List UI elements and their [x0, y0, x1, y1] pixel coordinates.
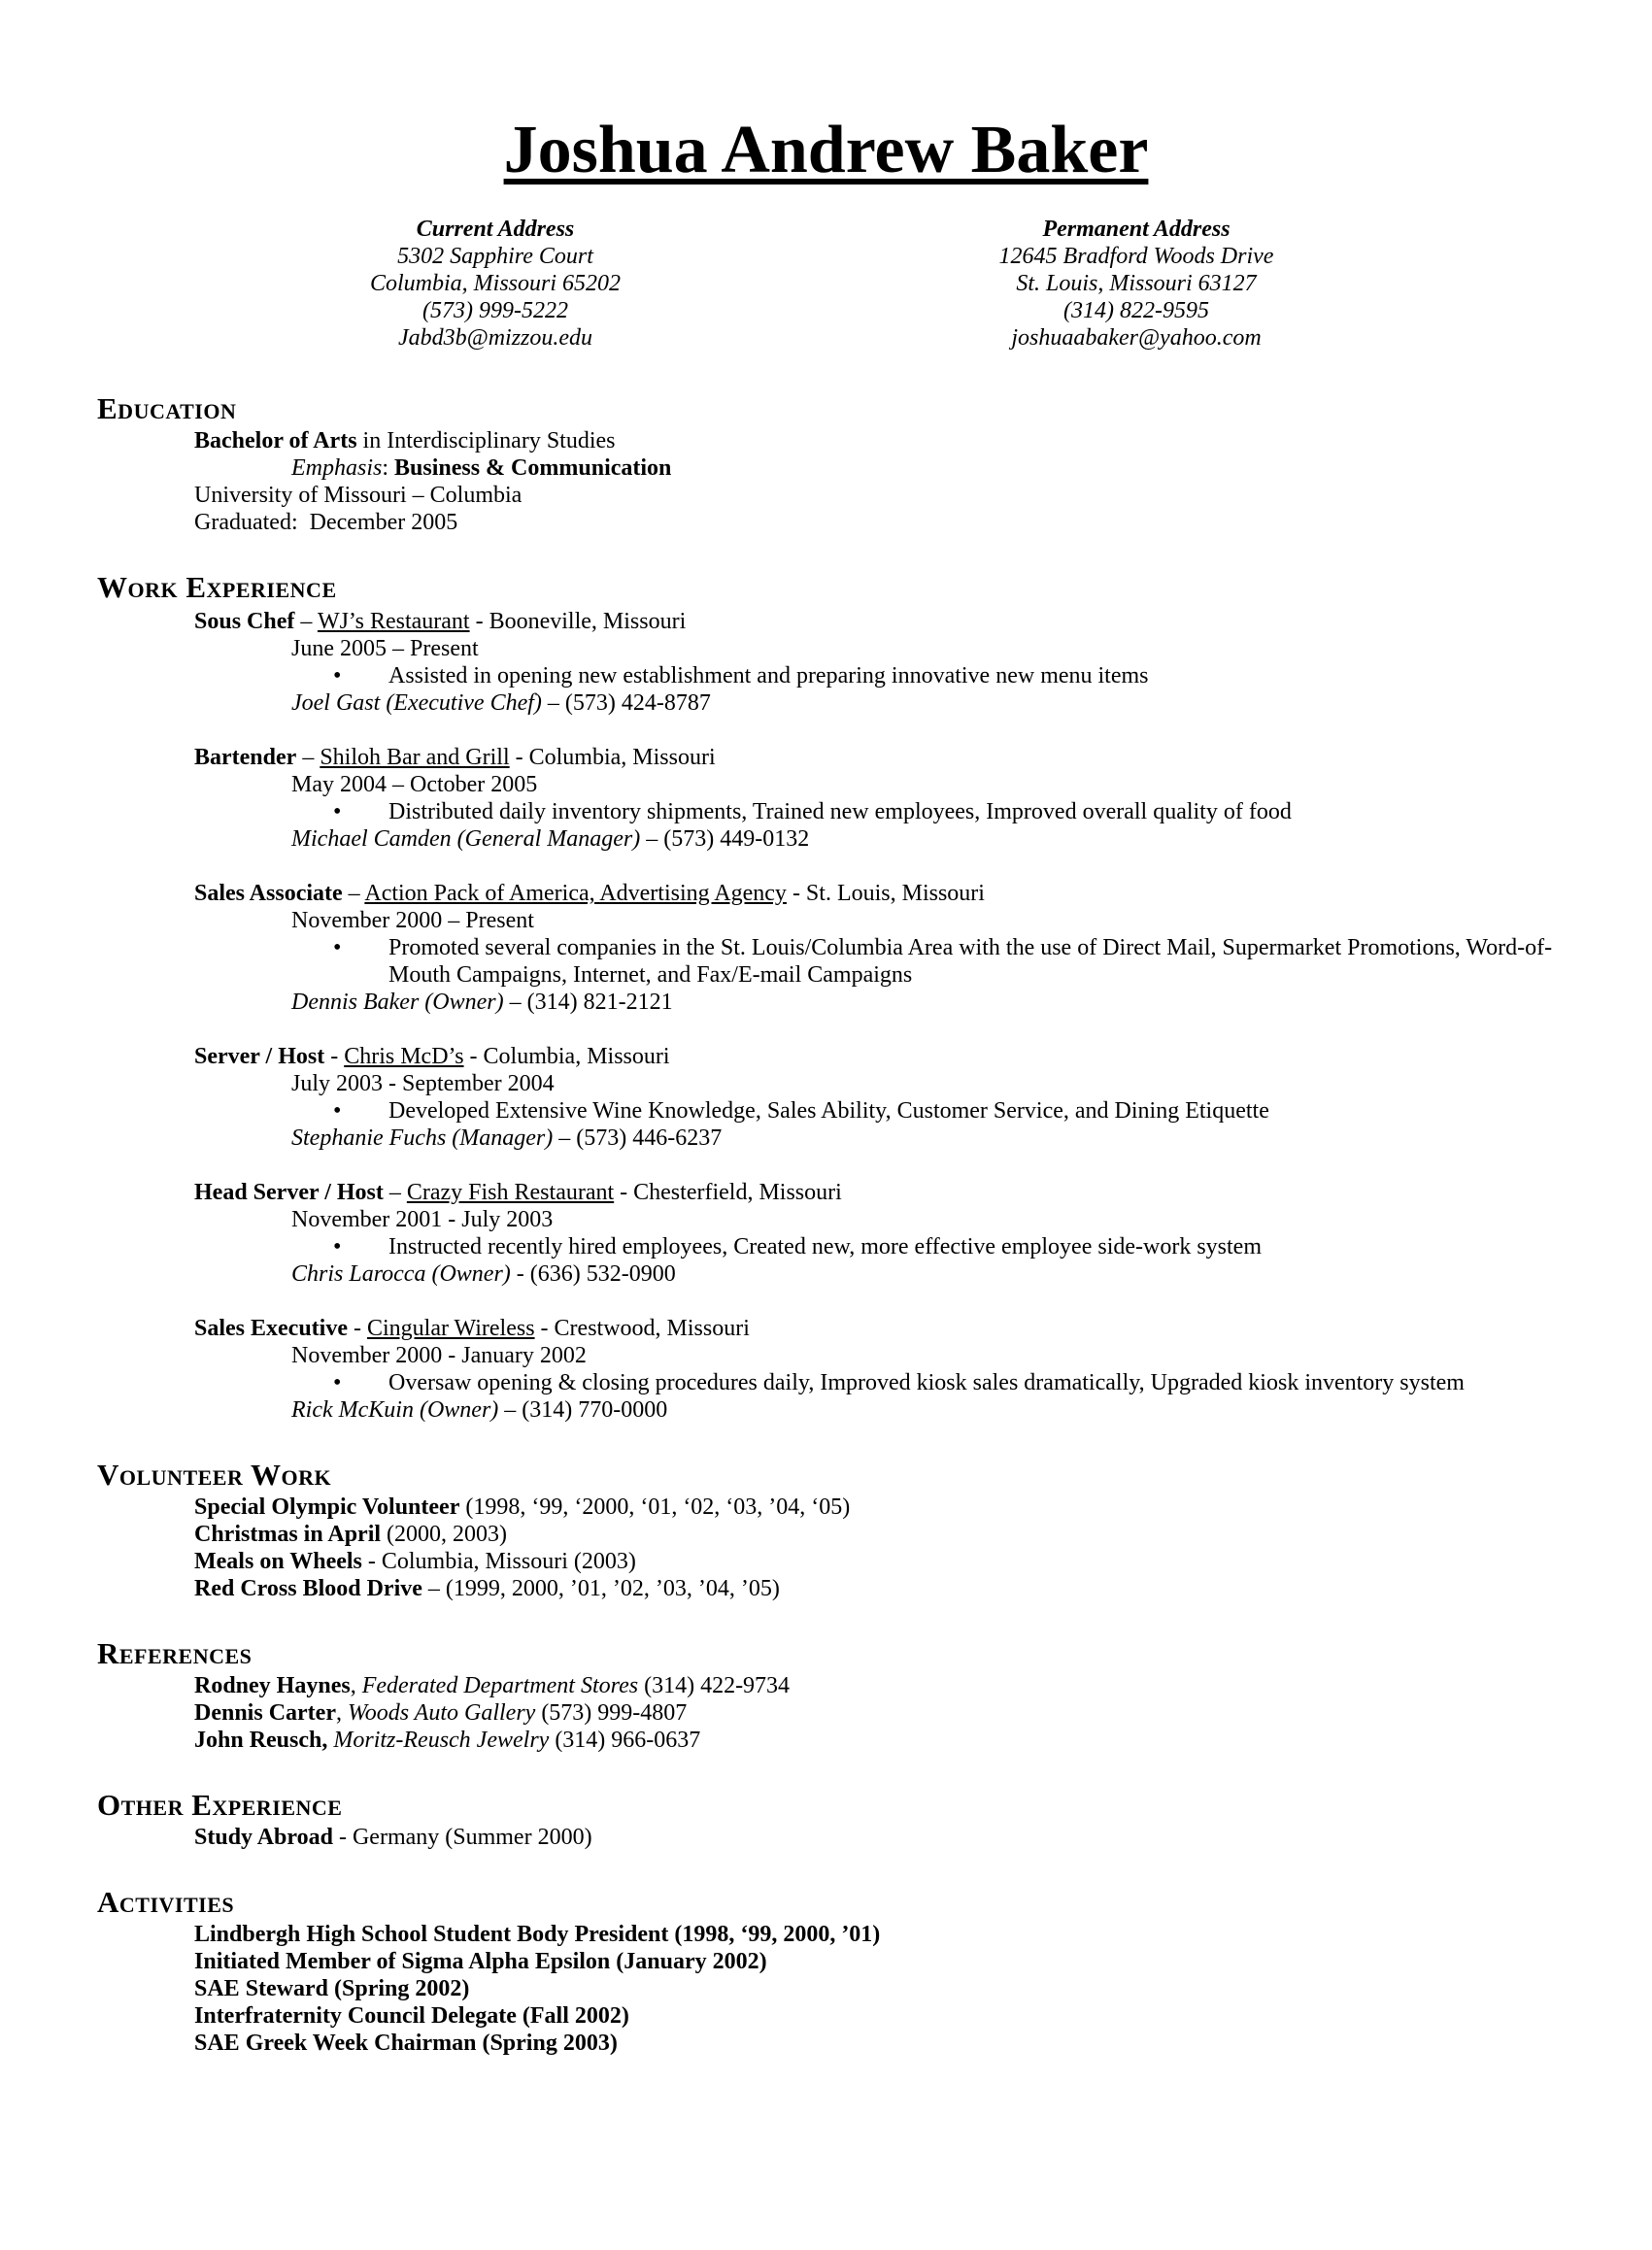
- email-address: joshuaabaker@yahoo.com: [1011, 325, 1262, 351]
- activity-item: SAE Steward (Spring 2002): [194, 1976, 470, 2001]
- job-title: Head Server / Host: [194, 1180, 384, 1205]
- activities-heading: Activities: [97, 1885, 235, 1919]
- section-references: [0, 1635, 1652, 1754]
- education-university: University of Missouri – Columbia: [194, 483, 523, 508]
- job-list: [0, 608, 1652, 1424]
- reference-name: Dennis Carter: [194, 1700, 336, 1726]
- job-contact: [291, 1125, 1652, 1152]
- job-bullet: [333, 662, 1598, 689]
- job-title-line: [194, 744, 1652, 771]
- page-title: [0, 113, 1652, 188]
- job-contact-phone: – (573) 449-0132: [640, 826, 810, 852]
- job-contact-name: Rick McKuin (Owner): [291, 1397, 499, 1423]
- job-separator: –: [296, 745, 320, 770]
- reference-separator: ,: [350, 1673, 362, 1698]
- section-work-experience: [0, 569, 1652, 1424]
- emphasis-colon: :: [382, 455, 395, 481]
- volunteer-item: [194, 1494, 1652, 1521]
- bullet-icon: •: [333, 935, 342, 960]
- job-contact: [291, 825, 1652, 853]
- job-separator: -: [347, 1316, 367, 1341]
- job-title-line: [194, 608, 1652, 635]
- reference-name: John Reusch,: [194, 1728, 328, 1753]
- education-graduated: Graduated: December 2005: [194, 510, 458, 535]
- job-contact-name: Michael Camden (General Manager): [291, 826, 641, 852]
- reference-item: [194, 1699, 1652, 1727]
- job-company: Shiloh Bar and Grill: [320, 745, 510, 770]
- job-dates: May 2004 – October 2005: [291, 772, 538, 797]
- job-bullet-text: Developed Extensive Wine Knowledge, Sales Ability, Customer Service, and Dining Etiquette: [388, 1098, 1269, 1124]
- reference-org: Federated Department Stores: [361, 1673, 639, 1698]
- permanent-address-label: Permanent Address: [1042, 217, 1231, 242]
- reference-name: Rodney Haynes: [194, 1673, 351, 1698]
- job-title-line: [194, 1043, 1652, 1070]
- job-bullet: [333, 934, 1598, 989]
- bullet-icon: •: [333, 1370, 342, 1395]
- job-contact: [291, 989, 1652, 1016]
- job-contact-name: Chris Larocca (Owner): [291, 1261, 511, 1287]
- job-company: Cingular Wireless: [366, 1316, 535, 1341]
- address-line: 5302 Sapphire Court: [397, 244, 593, 269]
- job-dates: July 2003 - September 2004: [291, 1071, 555, 1096]
- job-contact: [291, 1260, 1652, 1288]
- job-dates: June 2005 – Present: [291, 636, 479, 661]
- email-address: Jabd3b@mizzou.edu: [397, 325, 593, 351]
- bullet-icon: •: [333, 1098, 342, 1124]
- volunteer-name: Christmas in April: [194, 1522, 382, 1547]
- reference-phone: (314) 422-9734: [638, 1673, 791, 1698]
- current-address: [253, 216, 738, 352]
- job-separator: –: [294, 609, 318, 634]
- volunteer-detail: (1998, ‘99, ‘2000, ‘01, ‘02, ‘03, ’04, ‘05): [459, 1494, 851, 1520]
- job-bullet-text: Promoted several companies in the St. Louis/Columbia Area with the use of Direct Mail, Supermarket Promotions, Word-of-Mouth Campaigns, Internet, and Fax/E-mail Campaigns: [388, 935, 1553, 988]
- job-title: Sales Associate: [194, 881, 343, 906]
- job-contact-name: Joel Gast (Executive Chef): [291, 690, 542, 716]
- job-location: - Crestwood, Missouri: [534, 1316, 750, 1341]
- reference-org: Moritz-Reusch Jewelry: [333, 1728, 550, 1753]
- emphasis-value: Business & Communication: [394, 455, 672, 481]
- section-education: [0, 390, 1652, 536]
- reference-org: Woods Auto Gallery: [347, 1700, 536, 1726]
- volunteer-name: Meals on Wheels: [194, 1549, 362, 1574]
- job-location: - Chesterfield, Missouri: [614, 1180, 842, 1205]
- other-experience-heading: Other Experience: [97, 1788, 343, 1822]
- permanent-address: [893, 216, 1379, 352]
- other-experience-detail: - Germany (Summer 2000): [332, 1825, 592, 1850]
- job-bullet: [333, 1097, 1598, 1125]
- degree-name: Bachelor of Arts: [194, 428, 357, 453]
- work-experience-heading: Work Experience: [97, 570, 337, 604]
- degree-field: in Interdisciplinary Studies: [356, 428, 616, 453]
- education-heading: Education: [97, 391, 237, 425]
- job-bullet-text: Distributed daily inventory shipments, Trained new employees, Improved overall quality of food: [388, 799, 1292, 824]
- other-experience-item: [194, 1824, 1652, 1851]
- job-entry: [0, 1315, 1652, 1424]
- job-contact: [291, 1396, 1652, 1424]
- job-title: Sales Executive: [194, 1316, 348, 1341]
- job-location: - Booneville, Missouri: [469, 609, 687, 634]
- volunteer-detail: (2000, 2003): [381, 1522, 508, 1547]
- job-separator: -: [324, 1044, 345, 1069]
- reference-phone: (314) 966-0637: [549, 1728, 701, 1753]
- references-heading: References: [97, 1636, 253, 1670]
- job-title-line: [194, 880, 1652, 907]
- education-emphasis-line: [291, 454, 1652, 482]
- activity-item: Interfraternity Council Delegate (Fall 2002): [194, 2003, 629, 2029]
- reference-item: [194, 1727, 1652, 1754]
- job-entry: [0, 608, 1652, 717]
- job-title-line: [194, 1179, 1652, 1206]
- job-entry: [0, 880, 1652, 1016]
- job-dates: November 2000 - January 2002: [291, 1343, 587, 1368]
- job-title: Sous Chef: [194, 609, 295, 634]
- job-entry: [0, 1043, 1652, 1152]
- job-title-line: [194, 1315, 1652, 1342]
- bullet-icon: •: [333, 1234, 342, 1259]
- address-block: [0, 216, 1652, 352]
- job-company: Action Pack of America, Advertising Agency: [364, 881, 787, 906]
- volunteer-detail: - Columbia, Missouri (2003): [361, 1549, 636, 1574]
- job-title: Server / Host: [194, 1044, 325, 1069]
- job-contact-phone: – (573) 424-8787: [541, 690, 711, 716]
- current-address-label: Current Address: [416, 217, 575, 242]
- person-name: Joshua Andrew Baker: [503, 113, 1149, 187]
- bullet-icon: •: [333, 663, 342, 688]
- job-bullet: [333, 1233, 1598, 1260]
- address-line: (573) 999-5222: [422, 298, 568, 323]
- volunteer-item: [194, 1521, 1652, 1548]
- job-contact-phone: – (573) 446-6237: [553, 1125, 723, 1151]
- job-company: Crazy Fish Restaurant: [406, 1180, 615, 1205]
- volunteer-work-heading: Volunteer Work: [97, 1458, 332, 1492]
- volunteer-item: [194, 1548, 1652, 1575]
- job-separator: –: [383, 1180, 407, 1205]
- job-location: - Columbia, Missouri: [463, 1044, 670, 1069]
- resume-page: [0, 113, 1652, 2057]
- job-location: - Columbia, Missouri: [509, 745, 716, 770]
- job-contact-phone: – (314) 821-2121: [503, 990, 673, 1015]
- job-contact-name: Stephanie Fuchs (Manager): [291, 1125, 554, 1151]
- volunteer-item: [194, 1575, 1652, 1602]
- job-bullet: [333, 798, 1598, 825]
- bullet-icon: •: [333, 799, 342, 824]
- reference-item: [194, 1672, 1652, 1699]
- job-separator: –: [342, 881, 365, 906]
- activity-item: SAE Greek Week Chairman (Spring 2003): [194, 2031, 618, 2056]
- address-line: 12645 Bradford Woods Drive: [998, 244, 1274, 269]
- job-location: - St. Louis, Missouri: [786, 881, 985, 906]
- job-bullet-text: Instructed recently hired employees, Created new, more effective employee side-work system: [388, 1234, 1262, 1259]
- job-company: Chris McD’s: [344, 1044, 464, 1069]
- job-contact: [291, 689, 1652, 717]
- job-bullet: [333, 1369, 1598, 1396]
- section-other-experience: [0, 1787, 1652, 1851]
- volunteer-name: Red Cross Blood Drive: [194, 1576, 422, 1601]
- activity-item: Lindbergh High School Student Body President (1998, ‘99, 2000, ’01): [194, 1922, 881, 1947]
- job-entry: [0, 1179, 1652, 1288]
- reference-phone: (573) 999-4807: [535, 1700, 688, 1726]
- job-contact-phone: - (636) 532-0900: [510, 1261, 676, 1287]
- activity-item: Initiated Member of Sigma Alpha Epsilon (January 2002): [194, 1949, 767, 1974]
- job-company: WJ’s Restaurant: [317, 609, 470, 634]
- reference-separator: ,: [335, 1700, 348, 1726]
- address-line: (314) 822-9595: [1063, 298, 1209, 323]
- emphasis-label: Emphasis: [291, 455, 383, 481]
- job-bullet-text: Oversaw opening & closing procedures daily, Improved kiosk sales dramatically, Upgraded kiosk inventory system: [388, 1370, 1465, 1395]
- education-degree-line: [194, 427, 1652, 454]
- volunteer-detail: – (1999, 2000, ’01, ’02, ’03, ’04, ’05): [421, 1576, 780, 1601]
- job-dates: November 2000 – Present: [291, 908, 534, 933]
- address-line: St. Louis, Missouri 63127: [1016, 271, 1257, 296]
- job-bullet-text: Assisted in opening new establishment and preparing innovative new menu items: [388, 663, 1149, 688]
- job-contact-name: Dennis Baker (Owner): [291, 990, 504, 1015]
- job-contact-phone: – (314) 770-0000: [498, 1397, 668, 1423]
- section-activities: [0, 1884, 1652, 2057]
- volunteer-name: Special Olympic Volunteer: [194, 1494, 460, 1520]
- job-title: Bartender: [194, 745, 297, 770]
- job-entry: [0, 744, 1652, 853]
- job-dates: November 2001 - July 2003: [291, 1207, 554, 1232]
- section-volunteer-work: [0, 1457, 1652, 1602]
- other-experience-name: Study Abroad: [194, 1825, 333, 1850]
- address-line: Columbia, Missouri 65202: [369, 271, 622, 296]
